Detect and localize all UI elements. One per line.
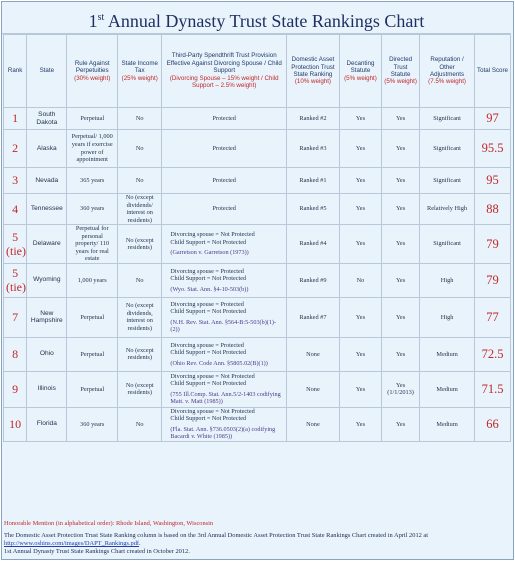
third-party-cell xyxy=(162,108,287,130)
third-party-line: Child Support = Not Protected xyxy=(170,275,247,283)
table-row xyxy=(4,225,511,264)
reputation-cell: Relatively High xyxy=(420,194,475,225)
dapt-cell: Ranked #2 xyxy=(287,108,340,130)
third-party-line: Divorcing spouse = Not Protected xyxy=(170,231,255,239)
state-cell: South Dakota xyxy=(27,108,67,130)
header-dapt: Domestic Asset Protection Trust State Ranking (10% weight) xyxy=(287,35,340,108)
income-tax-cell: No (except dividends, interest on residents) xyxy=(118,297,162,337)
reputation-cell: Medium xyxy=(420,407,475,441)
directed-cell: Yes xyxy=(382,407,420,441)
reputation-cell: High xyxy=(420,263,475,297)
created-note: 1st Annual Dynasty Trust State Rankings Chart created in October 2012. xyxy=(4,548,190,555)
directed-cell: Yes xyxy=(382,297,420,337)
rank-cell: 10 xyxy=(4,407,27,441)
dapt-cell: Ranked #9 xyxy=(287,263,340,297)
table-row xyxy=(4,263,511,297)
third-party-line: Divorcing spouse = Protected xyxy=(170,341,244,349)
dapt-cell: Ranked #7 xyxy=(287,297,340,337)
rap-cell: Perpetual/ 1,000 years if exercise power of appointment xyxy=(67,130,118,168)
decanting-cell: Yes xyxy=(339,371,381,407)
decanting-cell: Yes xyxy=(339,297,381,337)
rank-cell: 7 xyxy=(4,297,27,337)
directed-cell: Yes xyxy=(382,168,420,194)
third-party-line: Divorcing spouse = Protected xyxy=(170,267,244,275)
statute-citation: (N.H. Rev. Stat. Ann. §564-B:5-503(b)(1)-(2)) xyxy=(170,318,277,334)
directed-cell: Yes (1/1/2013) xyxy=(382,371,420,407)
score-cell: 66 xyxy=(475,407,511,441)
table-row xyxy=(4,407,511,441)
state-cell: Florida xyxy=(27,407,67,441)
table-row xyxy=(4,297,511,337)
income-tax-cell: No (except residents) xyxy=(118,371,162,407)
state-cell: New Hampshire xyxy=(27,297,67,337)
third-party-line: Child Support = Not Protected xyxy=(170,238,247,246)
dapt-cell: Ranked #4 xyxy=(287,225,340,264)
third-party-cell xyxy=(162,168,287,194)
header-total: Total Score xyxy=(475,35,511,108)
third-party-cell xyxy=(162,194,287,225)
directed-cell: Yes xyxy=(382,225,420,264)
rank-cell: 4 xyxy=(4,194,27,225)
header-directed: Directed Trust Statute (5% weight) xyxy=(382,35,420,108)
third-party-line: Child Support = Not Protected xyxy=(170,308,247,316)
header-rank: Rank xyxy=(4,35,27,108)
rap-cell: Perpetual xyxy=(67,371,118,407)
source-note: The Domestic Asset Protection Trust State Ranking column is based on the 3rd Annual Domestic Asset Protection Trust State Rankings Chart created in April 2012 at http://www.oshins.com/images/DAPT_Rankings.pdf. xyxy=(4,532,429,547)
rankings-table xyxy=(3,34,511,442)
header-third-party: Third-Party Spendthrift Trust Provision Effective Against Divorcing Spouse / Child Support (Divorcing Spouse – 15% weight / Child Support – 2.5% weight) xyxy=(162,35,287,108)
directed-cell: Yes xyxy=(382,130,420,168)
score-cell: 79 xyxy=(475,225,511,264)
state-cell: Tennessee xyxy=(27,194,67,225)
third-party-cell xyxy=(162,263,287,297)
rank-cell: 3 xyxy=(4,168,27,194)
reputation-cell: Medium xyxy=(420,371,475,407)
income-tax-cell: No xyxy=(118,263,162,297)
third-party-cell xyxy=(162,130,287,168)
header-reputation: Reputation / Other Adjustments (7.5% weight) xyxy=(420,35,475,108)
header-decanting: Decanting Statute (5% weight) xyxy=(339,35,381,108)
dapt-rankings-link[interactable]: http://www.oshins.com/images/DAPT_Rankings.pdf xyxy=(4,540,140,547)
honorable-mention: Honorable Mention (in alphabetical order): Rhode Island, Washington, Wisconsin xyxy=(4,520,214,527)
directed-cell: Yes xyxy=(382,263,420,297)
reputation-cell: Significant xyxy=(420,108,475,130)
rap-cell: Perpetual xyxy=(67,297,118,337)
income-tax-cell: No xyxy=(118,407,162,441)
table-row xyxy=(4,130,511,168)
statute-citation: (Fla. Stat. Ann. §736.0503(2)(a) codifying Bacardi v. White (1985)) xyxy=(170,425,276,441)
decanting-cell: Yes xyxy=(339,194,381,225)
score-cell: 77 xyxy=(475,297,511,337)
third-party-line: Protected xyxy=(212,205,236,213)
reputation-cell: Medium xyxy=(420,337,475,371)
reputation-cell: Significant xyxy=(420,168,475,194)
page-title: 1st Annual Dynasty Trust State Rankings Chart xyxy=(2,2,511,34)
statute-citation: (Garretson v. Garretson (1973)) xyxy=(170,249,249,257)
state-cell: Nevada xyxy=(27,168,67,194)
score-cell: 71.5 xyxy=(475,371,511,407)
rank-cell: 2 xyxy=(4,130,27,168)
third-party-line: Protected xyxy=(212,114,236,122)
third-party-cell xyxy=(162,407,287,441)
third-party-cell xyxy=(162,225,287,264)
table-row xyxy=(4,194,511,225)
dapt-cell: Ranked #1 xyxy=(287,168,340,194)
directed-cell: Yes xyxy=(382,337,420,371)
table-row xyxy=(4,168,511,194)
income-tax-cell: No xyxy=(118,168,162,194)
rap-cell: Perpetual xyxy=(67,108,118,130)
third-party-cell xyxy=(162,297,287,337)
directed-cell: Yes xyxy=(382,194,420,225)
state-cell: Ohio xyxy=(27,337,67,371)
income-tax-cell: No xyxy=(118,108,162,130)
state-cell: Alaska xyxy=(27,130,67,168)
score-cell: 88 xyxy=(475,194,511,225)
decanting-cell: Yes xyxy=(339,168,381,194)
rank-cell: 5 (tie) xyxy=(4,263,27,297)
dapt-cell: None xyxy=(287,407,340,441)
header-state: State xyxy=(27,35,67,108)
income-tax-cell: No (except residents) xyxy=(118,225,162,264)
reputation-cell: High xyxy=(420,297,475,337)
rap-cell: 1,000 years xyxy=(67,263,118,297)
score-cell: 95 xyxy=(475,168,511,194)
decanting-cell: Yes xyxy=(339,130,381,168)
rap-cell: 365 years xyxy=(67,168,118,194)
third-party-line: Divorcing spouse = Not Protected xyxy=(170,373,255,381)
statute-citation: (755 Ill.Comp. Stat. Ann.5/2-1403 codifying Matt. v. Matt (1985)) xyxy=(170,390,281,406)
third-party-cell xyxy=(162,337,287,371)
dapt-cell: None xyxy=(287,337,340,371)
rap-cell: Perpetual for personal property/ 110 years for real estate xyxy=(67,225,118,264)
rank-cell: 8 xyxy=(4,337,27,371)
state-cell: Illinois xyxy=(27,371,67,407)
state-cell: Wyoming xyxy=(27,263,67,297)
income-tax-cell: No xyxy=(118,130,162,168)
third-party-line: Child Support = Not Protected xyxy=(170,415,247,423)
rank-cell: 9 xyxy=(4,371,27,407)
score-cell: 95.5 xyxy=(475,130,511,168)
rank-cell: 1 xyxy=(4,108,27,130)
decanting-cell: Yes xyxy=(339,108,381,130)
third-party-line: Protected xyxy=(212,176,236,184)
dapt-cell: Ranked #5 xyxy=(287,194,340,225)
score-cell: 72.5 xyxy=(475,337,511,371)
table-row xyxy=(4,337,511,371)
table-row xyxy=(4,108,511,130)
third-party-line: Child Support = Not Protected xyxy=(170,380,247,388)
rap-cell: 360 years xyxy=(67,194,118,225)
dapt-cell: None xyxy=(287,371,340,407)
income-tax-cell: No (except dividends/ interest on residents) xyxy=(118,194,162,225)
third-party-line: Protected xyxy=(212,144,236,152)
header-row xyxy=(4,35,511,108)
table-row xyxy=(4,371,511,407)
statute-citation: (Wyo. Stat. Ann. §4-10-503(b)) xyxy=(170,285,249,293)
reputation-cell: Significant xyxy=(420,225,475,264)
header-income-tax: State Income Tax (25% weight) xyxy=(118,35,162,108)
income-tax-cell: No (except residents) xyxy=(118,337,162,371)
third-party-cell xyxy=(162,371,287,407)
dapt-cell: Ranked #3 xyxy=(287,130,340,168)
third-party-line: Child Support = Not Protected xyxy=(170,349,247,357)
rap-cell: 360 years xyxy=(67,407,118,441)
third-party-line: Divorcing spouse = Protected xyxy=(170,301,244,309)
directed-cell: Yes xyxy=(382,108,420,130)
reputation-cell: Significant xyxy=(420,130,475,168)
statute-citation: (Ohio Rev. Code Ann. §5805.02(B)(1)) xyxy=(170,359,268,367)
header-rap: Rule Against Perpetuities (30% weight) xyxy=(67,35,118,108)
rank-cell: 5 (tie) xyxy=(4,225,27,264)
rap-cell: Perpetual xyxy=(67,337,118,371)
score-cell: 97 xyxy=(475,108,511,130)
decanting-cell: No xyxy=(339,263,381,297)
score-cell: 79 xyxy=(475,263,511,297)
decanting-cell: Yes xyxy=(339,337,381,371)
decanting-cell: Yes xyxy=(339,407,381,441)
third-party-line: Divorcing spouse = Not Protected xyxy=(170,407,255,415)
decanting-cell: Yes xyxy=(339,225,381,264)
state-cell: Delaware xyxy=(27,225,67,264)
